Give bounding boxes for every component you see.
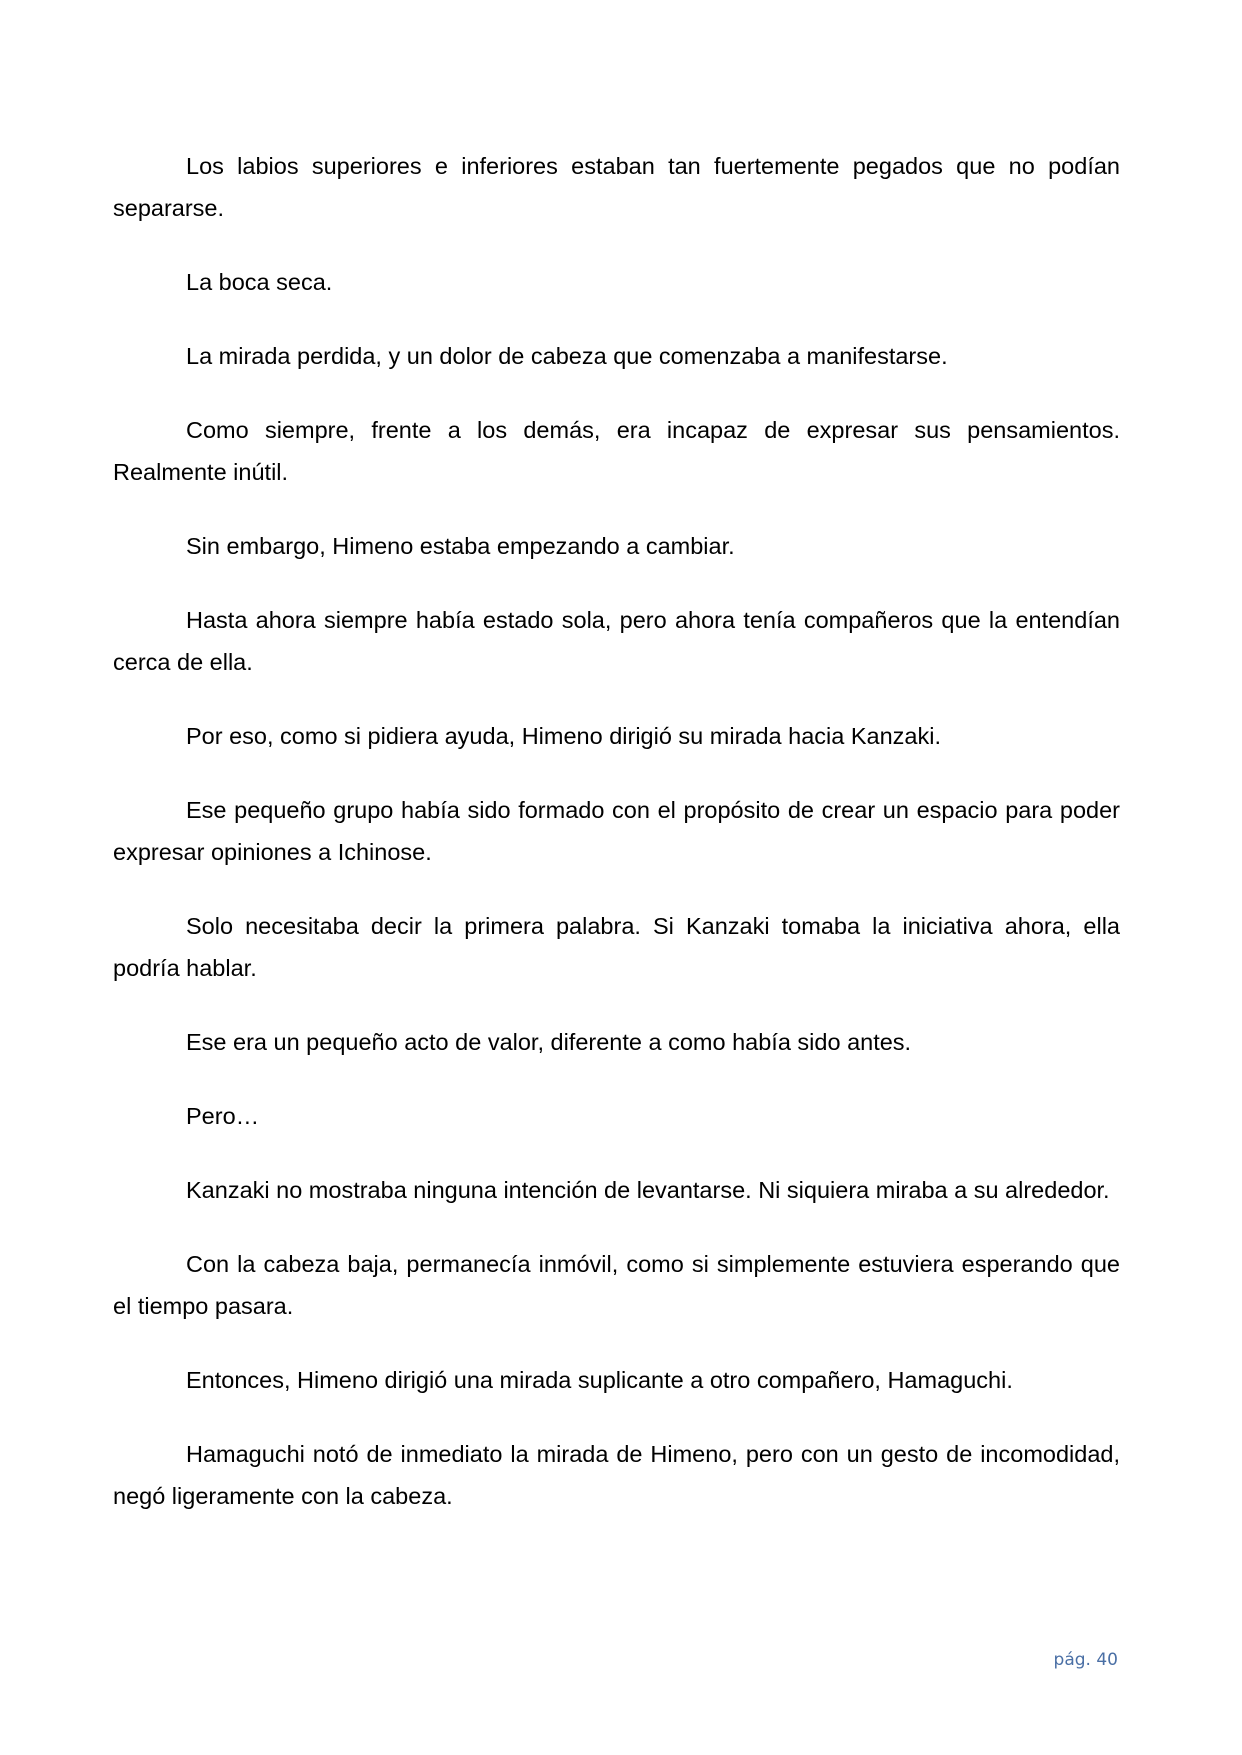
paragraph: Ese pequeño grupo había sido formado con el propósito de crear un espacio para poder expresar opiniones a Ichinose.	[113, 797, 1120, 865]
paragraph: Ese era un pequeño acto de valor, diferente a como había sido antes.	[186, 1029, 912, 1055]
paragraph: Sin embargo, Himeno estaba empezando a cambiar.	[186, 533, 735, 559]
page-number: pág. 40	[1053, 1650, 1118, 1670]
paragraph: Hasta ahora siempre había estado sola, pero ahora tenía compañeros que la entendían cerca de ella.	[113, 607, 1120, 675]
paragraph: Los labios superiores e inferiores estaban tan fuertemente pegados que no podían separarse.	[113, 153, 1120, 221]
paragraph: Entonces, Himeno dirigió una mirada suplicante a otro compañero, Hamaguchi.	[186, 1367, 1013, 1393]
paragraph: La mirada perdida, y un dolor de cabeza que comenzaba a manifestarse.	[186, 343, 948, 369]
paragraph: Hamaguchi notó de inmediato la mirada de Himeno, pero con un gesto de incomodidad, negó ligeramente con la cabeza.	[113, 1441, 1120, 1509]
paragraph: Pero…	[186, 1103, 260, 1129]
paragraph: Solo necesitaba decir la primera palabra. Si Kanzaki tomaba la iniciativa ahora, ella podría hablar.	[113, 913, 1120, 981]
paragraph: Con la cabeza baja, permanecía inmóvil, como si simplemente estuviera esperando que el tiempo pasara.	[113, 1251, 1120, 1319]
body-text	[113, 145, 1120, 1549]
paragraph: Kanzaki no mostraba ninguna intención de levantarse. Ni siquiera miraba a su alrededor.	[186, 1177, 1110, 1203]
paragraph: La boca seca.	[186, 269, 333, 295]
paragraph: Como siempre, frente a los demás, era incapaz de expresar sus pensamientos. Realmente inútil.	[113, 417, 1120, 485]
paragraph: Por eso, como si pidiera ayuda, Himeno dirigió su mirada hacia Kanzaki.	[186, 723, 941, 749]
